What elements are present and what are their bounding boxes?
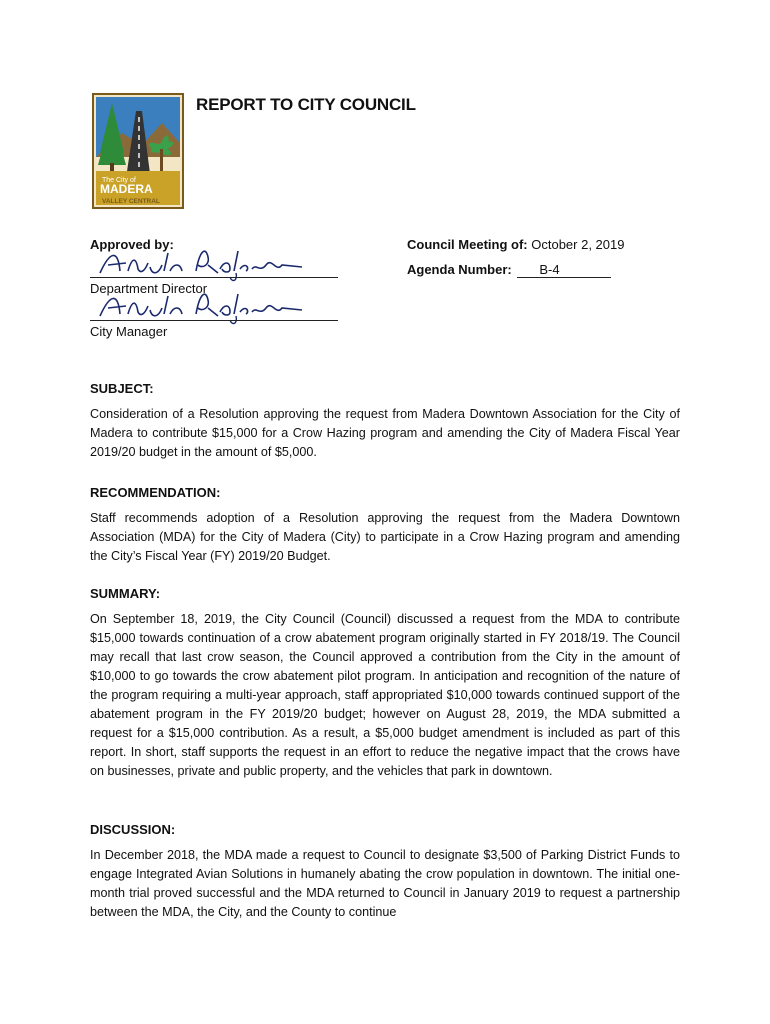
recommendation-heading: RECOMMENDATION: [90, 485, 221, 500]
city-of-madera-logo [92, 93, 184, 209]
summary-text: On September 18, 2019, the City Council (Council) discussed a request from the MDA to contribute $15,000 towards continuation of a crow abatement program originally started in FY 2018/19. The Council may recall that last crow season, the Council approved a contribution from the City in the amount of $10,000 to go towards the crow abatement pilot program. In anticipation and recognition of the nature of the program requiring a multi-year approach, staff appropriated $10,000 towards continued support of the abatement program in the FY 2019/20 budget; however on August 28, 2019, the MDA submitted a request for a $15,000 contribution. As a result, a $5,000 budget amendment is included as part of this report. In short, staff supports the request in an effort to reduce the negative impact that the crows have on businesses, private and public property, and the vehicles that park in downtown. [90, 612, 680, 778]
discussion-section [90, 822, 680, 922]
agenda-number-value: B-4 [517, 262, 611, 278]
summary-section [90, 586, 680, 781]
page-title: REPORT TO CITY COUNCIL [196, 95, 416, 114]
recommendation-section [90, 485, 680, 566]
agenda-number-info [407, 262, 611, 278]
logo-text-line2: MADERA [100, 182, 153, 196]
council-meeting-info [407, 237, 624, 252]
logo-text-line1: The City of [102, 177, 136, 184]
role-city-manager: City Manager [90, 324, 168, 339]
summary-heading: SUMMARY: [90, 586, 161, 601]
subject-text: Consideration of a Resolution approving the request from Madera Downtown Association for the City of Madera to contribute $15,000 for a Crow Hazing program and amending the City of Madera Fiscal Year 2019/20 budget in the amount of $5,000. [90, 407, 680, 459]
subject-heading: SUBJECT: [90, 381, 154, 396]
council-meeting-label: Council Meeting of: [407, 237, 528, 252]
discussion-text: In December 2018, the MDA made a request to Council to designate $3,500 of Parking District Funds to engage Integrated Avian Solutions in humanely abating the crow population in downtown. The initial one-month trial proved successful and the MDA returned to Council in January 2019 to request a partnership between the MDA, the City, and the County to continue [90, 848, 680, 919]
subject-section [90, 381, 680, 462]
role-department-director: Department Director [90, 281, 208, 296]
agenda-number-label: Agenda Number: [407, 262, 512, 277]
discussion-heading: DISCUSSION: [90, 822, 176, 837]
signature-line-city-manager [90, 320, 338, 321]
logo-text-line3: VALLEY CENTRAL [102, 198, 160, 205]
approved-by-label: Approved by: [90, 237, 174, 252]
recommendation-text: Staff recommends adoption of a Resolution approving the request from the Madera Downtown Association (MDA) for the City of Madera (City) to participate in a Crow Hazing program and amending the City’s Fiscal Year (FY) 2019/20 Budget. [90, 511, 680, 563]
council-meeting-date: October 2, 2019 [531, 237, 625, 252]
signature-line-department-director [90, 277, 338, 278]
